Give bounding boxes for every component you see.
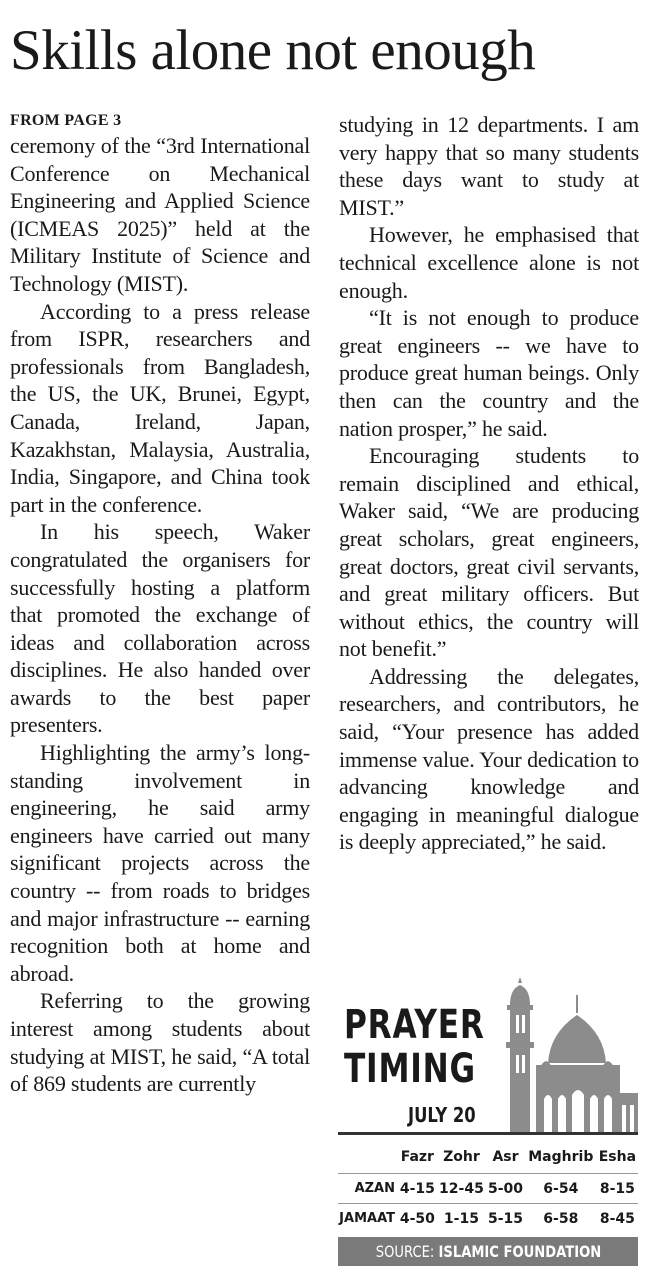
prayer-times-table	[338, 1141, 638, 1233]
col-zohr: Zohr	[437, 1141, 486, 1174]
prayer-title-line1: PRAYER	[344, 1002, 485, 1048]
time-cell: 8-15	[597, 1174, 638, 1204]
time-cell: 5-00	[486, 1174, 525, 1204]
col-asr: Asr	[486, 1141, 525, 1174]
row-label: AZAN	[338, 1174, 398, 1204]
time-cell: 5-15	[487, 1210, 524, 1227]
time-cell: 4-50	[399, 1210, 435, 1227]
col-maghrib: Maghrib	[525, 1141, 597, 1174]
prayer-title	[344, 1003, 485, 1091]
continued-from-kicker: FROM PAGE 3	[10, 112, 122, 129]
source-prefix: SOURCE:	[375, 1242, 439, 1261]
mosque-icon	[498, 975, 638, 1135]
time-cell: 1-15	[443, 1210, 479, 1227]
time-cell: 4-15	[398, 1174, 437, 1204]
paragraph: studying in 12 departments. I am very happy that so many students these days want to study at MIST.”	[339, 112, 639, 220]
col-fazr: Fazr	[398, 1141, 437, 1174]
prayer-divider	[338, 1132, 638, 1135]
article-column-right	[339, 111, 639, 856]
prayer-timing-box	[338, 975, 638, 1270]
prayer-header-row	[338, 1141, 638, 1174]
paragraph: In his speech, Waker congratulated the organisers for successfully hosting a platform that promoted the exchange of ideas and collaboration across disciplines. He also handed over awards to the best paper presenters.	[10, 519, 310, 738]
paragraph: Highlighting the army’s long-standing involvement in engineering, he said army engineers have carried out many significant projects across the country -- from roads to bridges and major infrastructure -- earning recognition both at home and abroad.	[10, 740, 310, 986]
time-cell: 6-58	[543, 1210, 579, 1227]
table-row-azan	[338, 1174, 638, 1204]
col-esha: Esha	[597, 1141, 638, 1174]
article-column-left	[10, 110, 310, 1098]
source-name: ISLAMIC FOUNDATION	[438, 1242, 601, 1261]
paragraph: Addressing the delegates, researchers, and contributors, he said, “Your presence has added immense value. Your dedication to advancing knowledge and engaging in meaningful dialogue is deeply appreciated,” he said.	[339, 663, 639, 855]
paragraph: Encouraging students to remain disciplined and ethical, Waker said, “We are producing great scholars, great engineers, great doctors, great civil servants, and great military officers. But without ethics, the country will not benefit.”	[339, 443, 639, 662]
time-cell: 8-45	[599, 1210, 635, 1227]
table-row-jamaat	[338, 1204, 638, 1234]
time-cell: 12-45	[437, 1174, 486, 1204]
paragraph: “It is not enough to produce great engineers -- we have to produce great human beings. Only then can the country and the nation prosper,” he said.	[339, 305, 639, 441]
paragraph: ceremony of the “3rd International Conference on Mechanical Engineering and Applied Science (ICMEAS 2025)” held at the Military Institute of Science and Technology (MIST).	[10, 133, 310, 296]
prayer-date: JULY 20	[408, 1103, 476, 1127]
headline: Skills alone not enough	[10, 19, 536, 82]
paragraph: Referring to the growing interest among students about studying at MIST, he said, “A total of 869 students are currently	[10, 988, 310, 1097]
paragraph: However, he emphasised that technical excellence alone is not enough.	[339, 222, 639, 303]
prayer-title-line2: TIMING	[344, 1046, 476, 1092]
time-cell: 6-54	[525, 1174, 597, 1204]
row-label: JAMAAT	[339, 1211, 395, 1226]
source-bar	[338, 1237, 638, 1266]
paragraph: According to a press release from ISPR, researchers and professionals from Bangladesh, the US, the UK, Brunei, Egypt, Canada, Ireland, Japan, Kazakhstan, Malaysia, Australia, India, Singapore, and China took part in the conference.	[10, 298, 310, 517]
